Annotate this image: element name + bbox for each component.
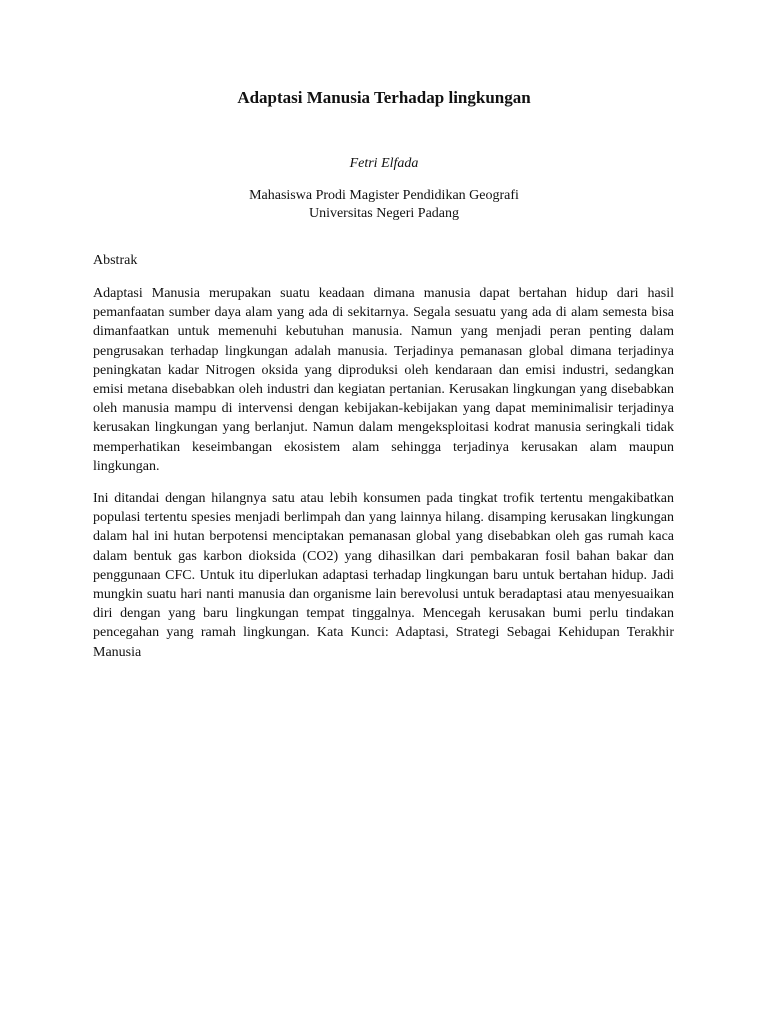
- affiliation-university: Universitas Negeri Padang: [308, 206, 460, 221]
- author-affiliation: [0, 187, 768, 223]
- abstract-paragraph-1: Adaptasi Manusia merupakan suatu keadaan dimana manusia dapat bertahan hidup dari hasil pemanfaatan sumber daya alam yang ada di sekitarnya. Segala sesuatu yang ada di alam semesta bisa dimanfaatkan untuk memenuhi kebutuhan manusia. Namun yang menjadi peran penting dalam pengrusakan terhadap lingkungan adalah manusia. Terjadinya pemanasan global dimana terjadinya peningkatan kadar Nitrogen oksida yang diproduksi oleh kendaraan dan emisi industri, sedangkan emisi metana disebabkan oleh industri dan kegiatan pertanian. Kerusakan lingkungan yang disebabkan oleh manusia mampu di intervensi dengan kebijakan-kebijakan yang dapat meminimalisir terjadinya kerusakan lingkungan yang berlanjut. Namun dalam mengeksploitasi kodrat manusia seringkali tidak memperhatikan keseimbangan ekosistem alam sehingga terjadinya kerusakan alam maupun lingkungan.: [93, 286, 674, 474]
- author-name: Fetri Elfada: [349, 156, 419, 171]
- abstract-paragraph-2: Ini ditandai dengan hilangnya satu atau lebih konsumen pada tingkat trofik tertentu mengakibatkan populasi tertentu spesies menjadi berlimpah dan yang lainnya hilang. disamping kerusakan lingkungan dalam hal ini hutan berpotensi menciptakan pemanasan global yang disebabkan oleh gas rumah kaca dalam bentuk gas karbon dioksida (CO2) yang dihasilkan dari pembakaran fosil bahan bakar dan penggunaan CFC. Untuk itu diperlukan adaptasi terhadap lingkungan baru untuk bertahan hidup. Jadi mungkin suatu hari nanti manusia dan organisme lain berevolusi untuk beradaptasi atau menyesuaikan diri dengan yang baru lingkungan tempat tinggalnya. Mencegah kerusakan bumi perlu tindakan pencegahan yang ramah lingkungan. Kata Kunci: Adaptasi, Strategi Sebagai Kehidupan Terakhir Manusia: [93, 491, 674, 660]
- affiliation-program: Mahasiswa Prodi Magister Pendidikan Geografi: [249, 188, 519, 203]
- paper-title: Adaptasi Manusia Terhadap lingkungan: [237, 88, 531, 107]
- abstract-heading: Abstrak: [93, 253, 138, 268]
